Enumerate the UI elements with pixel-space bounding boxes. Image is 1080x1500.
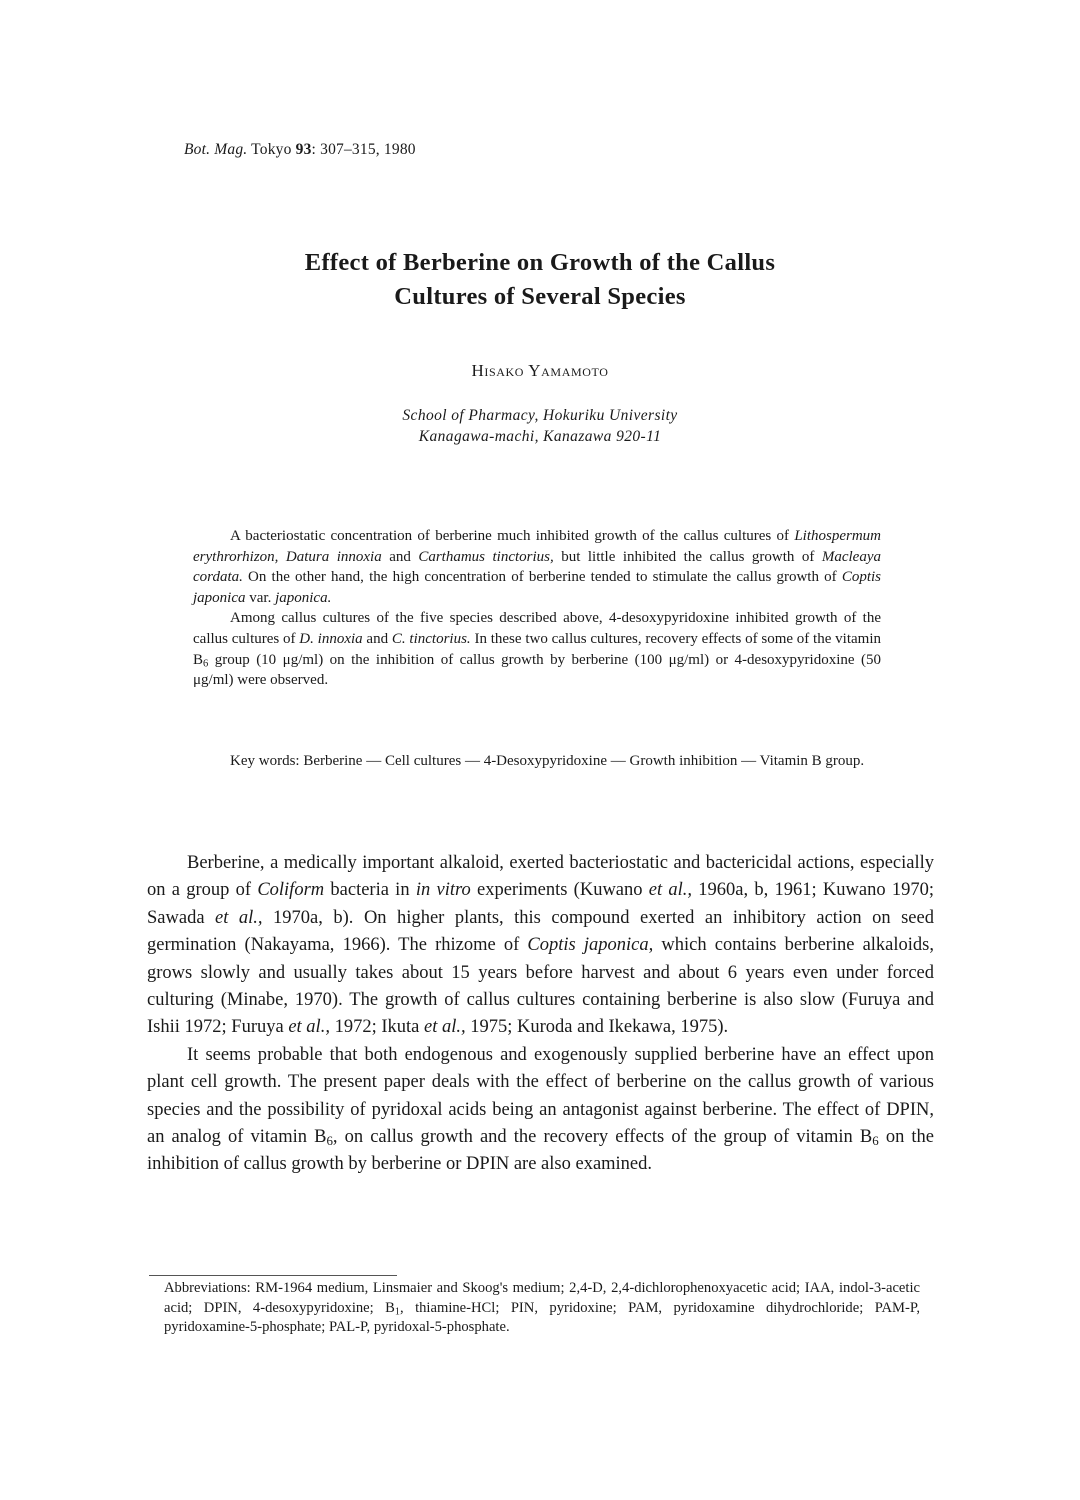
body-paragraph-1: Berberine, a medically important alkaloid, exerted bacteriostatic and bactericidal actions, especially on a group of Coliform bacteria in in vitro experiments (Kuwano et al., 1960a, b, 1961; Kuwano 1970; Sawada et al., 1970a, b). On higher plants, this compound exerted an inhibitory action on seed germination (Nakayama, 1966). The rhizome of Coptis japonica, which contains berberine alkaloids, grows slowly and usually takes about 15 years before harvest and about 6 years even under forced culturing (Minabe, 1970). The growth of callus cultures containing berberine is also slow (Furuya and Ishii 1972; Furuya et al., 1972; Ikuta et al., 1975; Kuroda and Ikekawa, 1975). <box>147 853 934 1038</box>
footnote-abbreviations: Abbreviations: RM-1964 medium, Linsmaier and Skoog's medium; 2,4-D, 2,4-dichlorophenoxyacetic acid; IAA, indol-3-acetic acid; DPIN, 4-desoxypyridoxine; $B_1$, thiamine-HCl; PIN, pyridoxine; PAM, pyridoxamine dihydrochloride; PAM-P, pyridoxamine-5-phosphate; PAL-P, pyridoxal-5-phosphate. <box>164 1280 920 1336</box>
journal-pages: : 307–315, 1980 <box>311 141 416 158</box>
key-words: Key words: Berberine — Cell cultures — 4-Desoxypyridoxine — Growth inhibition — Vitamin B group. <box>230 753 865 769</box>
title-line-2: Cultures of Several Species <box>394 283 686 310</box>
body-paragraph-2: It seems probable that both endogenous and exogenously supplied berberine have an effect upon plant cell growth. The present paper deals with the effect of berberine on the callus growth of various species and the possibility of pyridoxal acids being an antagonist against berberine. The effect of DPIN, an analog of vitamin $B_6$, on callus growth and the recovery effects of the group of vitamin $B_6$ on the inhibition of callus growth by berberine or DPIN are also examined. <box>147 1044 935 1175</box>
affiliation-line-2: Kanagawa-machi, Kanazawa 920-11 <box>418 428 662 445</box>
journal-citation <box>184 141 416 159</box>
title-line-1: Effect of Berberine on Growth of the Callus <box>304 249 776 276</box>
abstract-paragraph-1: A bacteriostatic concentration of berberine much inhibited growth of the callus cultures of Lithospermum erythrorhizon, Datura innoxia and Carthamus tinctorius, but little inhibited the callus growth of Macleaya cordata. On the other hand, the high concentration of berberine tended to stimulate the callus growth of Coptis japonica var. japonica. <box>193 528 881 606</box>
journal-name: Bot. Mag. <box>184 141 248 158</box>
author-affiliation <box>0 405 1080 447</box>
body-text <box>147 850 934 1179</box>
paper-title <box>0 246 1080 314</box>
author-name: Hisako Yamamoto <box>471 361 609 380</box>
journal-volume: 93 <box>295 141 312 158</box>
footnote-rule <box>149 1275 397 1276</box>
affiliation-line-1: School of Pharmacy, Hokuriku University <box>402 407 678 424</box>
abstract <box>193 526 881 691</box>
journal-city: Tokyo <box>251 141 292 158</box>
abstract-paragraph-2: Among callus cultures of the five species described above, 4-desoxypyridoxine inhibited growth of the callus cultures of D. innoxia and C. tinctorius. In these two callus cultures, recovery effects of some of the vitamin $B_6$ group (10 μg/ml) on the inhibition of callus growth by berberine (100 μg/ml) or 4-desoxypyridoxine (50 μg/ml) were observed. <box>193 610 881 689</box>
